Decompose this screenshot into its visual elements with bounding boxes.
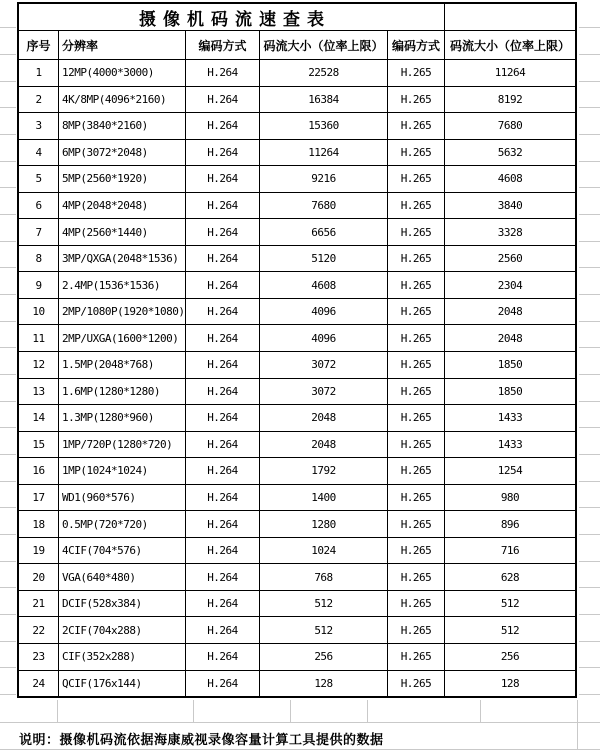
table-row — [19, 591, 575, 618]
gridline — [579, 54, 600, 55]
col-header-index: 序号 — [19, 31, 59, 59]
gridline — [0, 481, 16, 482]
resolution-cell: 2MP/UXGA(1600*1200) — [59, 325, 186, 351]
codec-h265-cell: H.265 — [388, 60, 445, 86]
row-number-cell: 7 — [19, 219, 59, 245]
codec-h264-cell: H.264 — [186, 219, 260, 245]
resolution-cell: 2MP/1080P(1920*1080) — [59, 299, 186, 325]
gridline — [0, 241, 16, 242]
bitrate-h265-cell: 1433 — [497, 411, 523, 425]
row-number-cell: 13 — [19, 379, 59, 405]
table-row — [19, 405, 575, 432]
footnote: 说明：摄像机码流依据海康威视录像容量计算工具提供的数据 — [19, 733, 384, 748]
row-number-cell: 5 — [19, 166, 59, 192]
codec-h264-cell: H.264 — [186, 87, 260, 113]
gridline — [0, 722, 600, 723]
codec-h265-cell: H.265 — [388, 591, 445, 617]
gridline — [579, 401, 600, 402]
gridline — [579, 27, 600, 28]
resolution-cell: 4CIF(704*576) — [59, 538, 186, 564]
row-number-cell: 11 — [19, 325, 59, 351]
table-row — [19, 564, 575, 591]
gridline — [0, 587, 16, 588]
gridline — [0, 54, 16, 55]
table-row — [19, 113, 575, 140]
bitrate-h264-cell: 5120 — [260, 246, 388, 272]
gridline — [579, 427, 600, 428]
gridline — [579, 507, 600, 508]
table-row — [19, 272, 575, 299]
gridline — [0, 214, 16, 215]
codec-h264-cell: H.264 — [186, 671, 260, 697]
col-header-bitrate-1: 码流大小（位率上限） — [260, 31, 388, 59]
bitrate-h264-cell: 6656 — [260, 219, 388, 245]
gridline — [579, 321, 600, 322]
codec-h264-cell: H.264 — [186, 485, 260, 511]
codec-h264-cell: H.264 — [186, 564, 260, 590]
codec-h265-cell: H.265 — [388, 325, 445, 351]
table-title: 摄像机码流速查表 — [19, 4, 445, 30]
codec-h265-cell: H.265 — [388, 564, 445, 590]
gridline — [0, 347, 16, 348]
codec-h265-cell: H.265 — [388, 140, 445, 166]
bitrate-h265-cell: 628 — [500, 570, 520, 584]
gridline — [0, 321, 16, 322]
bitrate-h265-cell: 2560 — [497, 252, 523, 266]
gridline — [579, 294, 600, 295]
bitrate-h265-cell: 980 — [500, 491, 520, 505]
row-number-cell: 15 — [19, 432, 59, 458]
gridline — [579, 241, 600, 242]
gridline — [0, 294, 16, 295]
table-row — [19, 325, 575, 352]
codec-h265-cell: H.265 — [388, 405, 445, 431]
bitrate-h264-cell: 1280 — [260, 511, 388, 537]
bitrate-h265-cell: 1850 — [497, 384, 523, 398]
table-row — [19, 432, 575, 459]
codec-h264-cell: H.264 — [186, 432, 260, 458]
resolution-cell: VGA(640*480) — [59, 564, 186, 590]
col-header-codec-2: 编码方式 — [388, 31, 445, 59]
resolution-cell: CIF(352x288) — [59, 644, 186, 670]
table-row — [19, 644, 575, 671]
row-number-cell: 24 — [19, 671, 59, 697]
resolution-cell: 8MP(3840*2160) — [59, 113, 186, 139]
codec-h265-cell: H.265 — [388, 193, 445, 219]
title-row-empty-cell — [445, 4, 575, 30]
gridline — [579, 534, 600, 535]
codec-h265-cell: H.265 — [388, 644, 445, 670]
resolution-cell: 1.5MP(2048*768) — [59, 352, 186, 378]
title-row — [19, 4, 575, 31]
codec-h265-cell: H.265 — [388, 511, 445, 537]
codec-h264-cell: H.264 — [186, 299, 260, 325]
codec-h264-cell: H.264 — [186, 591, 260, 617]
gridline — [367, 700, 368, 722]
resolution-cell: 12MP(4000*3000) — [59, 60, 186, 86]
resolution-cell: 1.6MP(1280*1280) — [59, 379, 186, 405]
codec-h265-cell: H.265 — [388, 538, 445, 564]
resolution-cell: 4K/8MP(4096*2160) — [59, 87, 186, 113]
codec-h264-cell: H.264 — [186, 60, 260, 86]
table-row — [19, 485, 575, 512]
bitrate-h265-cell: 7680 — [497, 119, 523, 133]
gridline — [0, 187, 16, 188]
gridline — [0, 27, 16, 28]
bitrate-h264-cell: 4096 — [260, 299, 388, 325]
bitrate-h264-cell: 9216 — [260, 166, 388, 192]
bitrate-h264-cell: 1400 — [260, 485, 388, 511]
bitrate-h264-cell: 128 — [260, 671, 388, 697]
gridline — [579, 694, 600, 695]
table-row — [19, 60, 575, 87]
codec-h265-cell: H.265 — [388, 379, 445, 405]
gridline — [579, 161, 600, 162]
bitrate-h265-cell: 1433 — [497, 437, 523, 451]
table-row — [19, 511, 575, 538]
gridline — [0, 749, 600, 750]
resolution-cell: DCIF(528x384) — [59, 591, 186, 617]
gridline — [579, 187, 600, 188]
row-number-cell: 12 — [19, 352, 59, 378]
table-row — [19, 140, 575, 167]
table-row — [19, 671, 575, 697]
gridline — [0, 614, 16, 615]
row-number-cell: 6 — [19, 193, 59, 219]
row-number-cell: 16 — [19, 458, 59, 484]
gridline — [579, 374, 600, 375]
table-row — [19, 617, 575, 644]
row-number-cell: 14 — [19, 405, 59, 431]
bitrate-h264-cell: 768 — [260, 564, 388, 590]
table-row — [19, 193, 575, 220]
codec-h264-cell: H.264 — [186, 246, 260, 272]
gridline — [0, 134, 16, 135]
bitrate-h264-cell: 15360 — [260, 113, 388, 139]
resolution-cell: WD1(960*576) — [59, 485, 186, 511]
bitrate-h265-cell: 2048 — [497, 331, 523, 345]
codec-h265-cell: H.265 — [388, 617, 445, 643]
bitrate-h265-cell: 11264 — [494, 66, 526, 80]
resolution-cell: 1.3MP(1280*960) — [59, 405, 186, 431]
codec-h264-cell: H.264 — [186, 352, 260, 378]
gridline — [579, 81, 600, 82]
codec-h265-cell: H.265 — [388, 458, 445, 484]
codec-h264-cell: H.264 — [186, 166, 260, 192]
gridline — [579, 667, 600, 668]
resolution-cell: 1MP/720P(1280*720) — [59, 432, 186, 458]
codec-h265-cell: H.265 — [388, 432, 445, 458]
bitrate-h264-cell: 1024 — [260, 538, 388, 564]
gridline — [0, 374, 16, 375]
resolution-cell: QCIF(176x144) — [59, 671, 186, 697]
resolution-cell: 1MP(1024*1024) — [59, 458, 186, 484]
bitrate-h265-cell: 128 — [500, 676, 520, 690]
table-row — [19, 87, 575, 114]
table-row — [19, 352, 575, 379]
resolution-cell: 2CIF(704x288) — [59, 617, 186, 643]
codec-h265-cell: H.265 — [388, 113, 445, 139]
codec-h265-cell: H.265 — [388, 485, 445, 511]
table-row — [19, 219, 575, 246]
bitrate-h264-cell: 11264 — [260, 140, 388, 166]
codec-h265-cell: H.265 — [388, 219, 445, 245]
bitrate-h265-cell: 2048 — [497, 305, 523, 319]
row-number-cell: 4 — [19, 140, 59, 166]
bitrate-h264-cell: 2048 — [260, 432, 388, 458]
row-number-cell: 22 — [19, 617, 59, 643]
bitrate-h264-cell: 256 — [260, 644, 388, 670]
bitrate-h265-cell: 256 — [500, 650, 520, 664]
bitrate-h265-cell: 716 — [500, 544, 520, 558]
gridline — [579, 347, 600, 348]
codec-h264-cell: H.264 — [186, 379, 260, 405]
codec-h264-cell: H.264 — [186, 272, 260, 298]
gridline — [0, 641, 16, 642]
bitrate-h265-cell: 512 — [500, 623, 520, 637]
gridline — [579, 107, 600, 108]
gridline — [579, 561, 600, 562]
table-header-row — [19, 31, 575, 60]
codec-h265-cell: H.265 — [388, 352, 445, 378]
codec-h265-cell: H.265 — [388, 87, 445, 113]
gridline — [579, 267, 600, 268]
gridline — [480, 700, 481, 722]
row-number-cell: 21 — [19, 591, 59, 617]
gridline — [579, 454, 600, 455]
row-number-cell: 19 — [19, 538, 59, 564]
table-row — [19, 246, 575, 273]
gridline — [0, 694, 16, 695]
gridline — [0, 561, 16, 562]
bitrate-table — [17, 2, 577, 698]
gridline — [0, 267, 16, 268]
bitrate-h264-cell: 1792 — [260, 458, 388, 484]
codec-h264-cell: H.264 — [186, 511, 260, 537]
table-row — [19, 299, 575, 326]
gridline — [57, 700, 58, 722]
resolution-cell: 0.5MP(720*720) — [59, 511, 186, 537]
table-row — [19, 166, 575, 193]
gridline — [0, 507, 16, 508]
gridline — [579, 614, 600, 615]
bitrate-h265-cell: 1254 — [497, 464, 523, 478]
bitrate-h264-cell: 3072 — [260, 352, 388, 378]
codec-h265-cell: H.265 — [388, 246, 445, 272]
row-number-cell: 20 — [19, 564, 59, 590]
gridline — [577, 700, 578, 749]
bitrate-h264-cell: 4608 — [260, 272, 388, 298]
codec-h264-cell: H.264 — [186, 538, 260, 564]
gridline — [0, 161, 16, 162]
row-number-cell: 23 — [19, 644, 59, 670]
resolution-cell: 3MP/QXGA(2048*1536) — [59, 246, 186, 272]
codec-h264-cell: H.264 — [186, 113, 260, 139]
table-row — [19, 538, 575, 565]
col-header-codec-1: 编码方式 — [186, 31, 260, 59]
row-number-cell: 8 — [19, 246, 59, 272]
col-header-resolution: 分辨率 — [59, 31, 186, 59]
codec-h264-cell: H.264 — [186, 617, 260, 643]
bitrate-h265-cell: 1850 — [497, 358, 523, 372]
bitrate-h264-cell: 7680 — [260, 193, 388, 219]
resolution-cell: 6MP(3072*2048) — [59, 140, 186, 166]
bitrate-h265-cell: 8192 — [497, 92, 523, 106]
bitrate-h265-cell: 3840 — [497, 199, 523, 212]
codec-h265-cell: H.265 — [388, 272, 445, 298]
codec-h265-cell: H.265 — [388, 671, 445, 697]
gridline — [193, 700, 194, 722]
row-number-cell: 9 — [19, 272, 59, 298]
table-row — [19, 379, 575, 406]
codec-h264-cell: H.264 — [186, 325, 260, 351]
gridline — [579, 587, 600, 588]
gridline — [0, 534, 16, 535]
gridline — [579, 214, 600, 215]
row-number-cell: 10 — [19, 299, 59, 325]
bitrate-h265-cell: 5632 — [497, 145, 523, 159]
bitrate-h265-cell: 896 — [500, 517, 520, 531]
resolution-cell: 5MP(2560*1920) — [59, 166, 186, 192]
bitrate-h264-cell: 512 — [260, 617, 388, 643]
bitrate-h264-cell: 3072 — [260, 379, 388, 405]
codec-h264-cell: H.264 — [186, 193, 260, 219]
row-number-cell: 17 — [19, 485, 59, 511]
codec-h264-cell: H.264 — [186, 140, 260, 166]
codec-h264-cell: H.264 — [186, 458, 260, 484]
gridline — [0, 427, 16, 428]
row-number-cell: 18 — [19, 511, 59, 537]
gridline — [0, 81, 16, 82]
bitrate-h265-cell: 4608 — [497, 172, 523, 186]
table-row — [19, 458, 575, 485]
row-number-cell: 2 — [19, 87, 59, 113]
bitrate-h265-cell: 2304 — [497, 278, 523, 292]
gridline — [579, 641, 600, 642]
codec-h265-cell: H.265 — [388, 299, 445, 325]
gridline — [0, 667, 16, 668]
resolution-cell: 4MP(2560*1440) — [59, 219, 186, 245]
bitrate-h265-cell: 3328 — [497, 225, 523, 239]
codec-h265-cell: H.265 — [388, 166, 445, 192]
gridline — [0, 454, 16, 455]
resolution-cell: 2.4MP(1536*1536) — [59, 272, 186, 298]
gridline — [0, 107, 16, 108]
bitrate-h264-cell: 16384 — [260, 87, 388, 113]
bitrate-h264-cell: 2048 — [260, 405, 388, 431]
bitrate-h264-cell: 512 — [260, 591, 388, 617]
gridline — [290, 700, 291, 722]
col-header-bitrate-2: 码流大小（位率上限） — [449, 38, 570, 53]
gridline — [0, 401, 16, 402]
row-number-cell: 3 — [19, 113, 59, 139]
codec-h264-cell: H.264 — [186, 644, 260, 670]
codec-h264-cell: H.264 — [186, 405, 260, 431]
gridline — [579, 481, 600, 482]
bitrate-h264-cell: 4096 — [260, 325, 388, 351]
bitrate-h265-cell: 512 — [500, 597, 520, 611]
gridline — [579, 134, 600, 135]
row-number-cell: 1 — [19, 60, 59, 86]
resolution-cell: 4MP(2048*2048) — [59, 193, 186, 219]
bitrate-h264-cell: 22528 — [260, 60, 388, 86]
